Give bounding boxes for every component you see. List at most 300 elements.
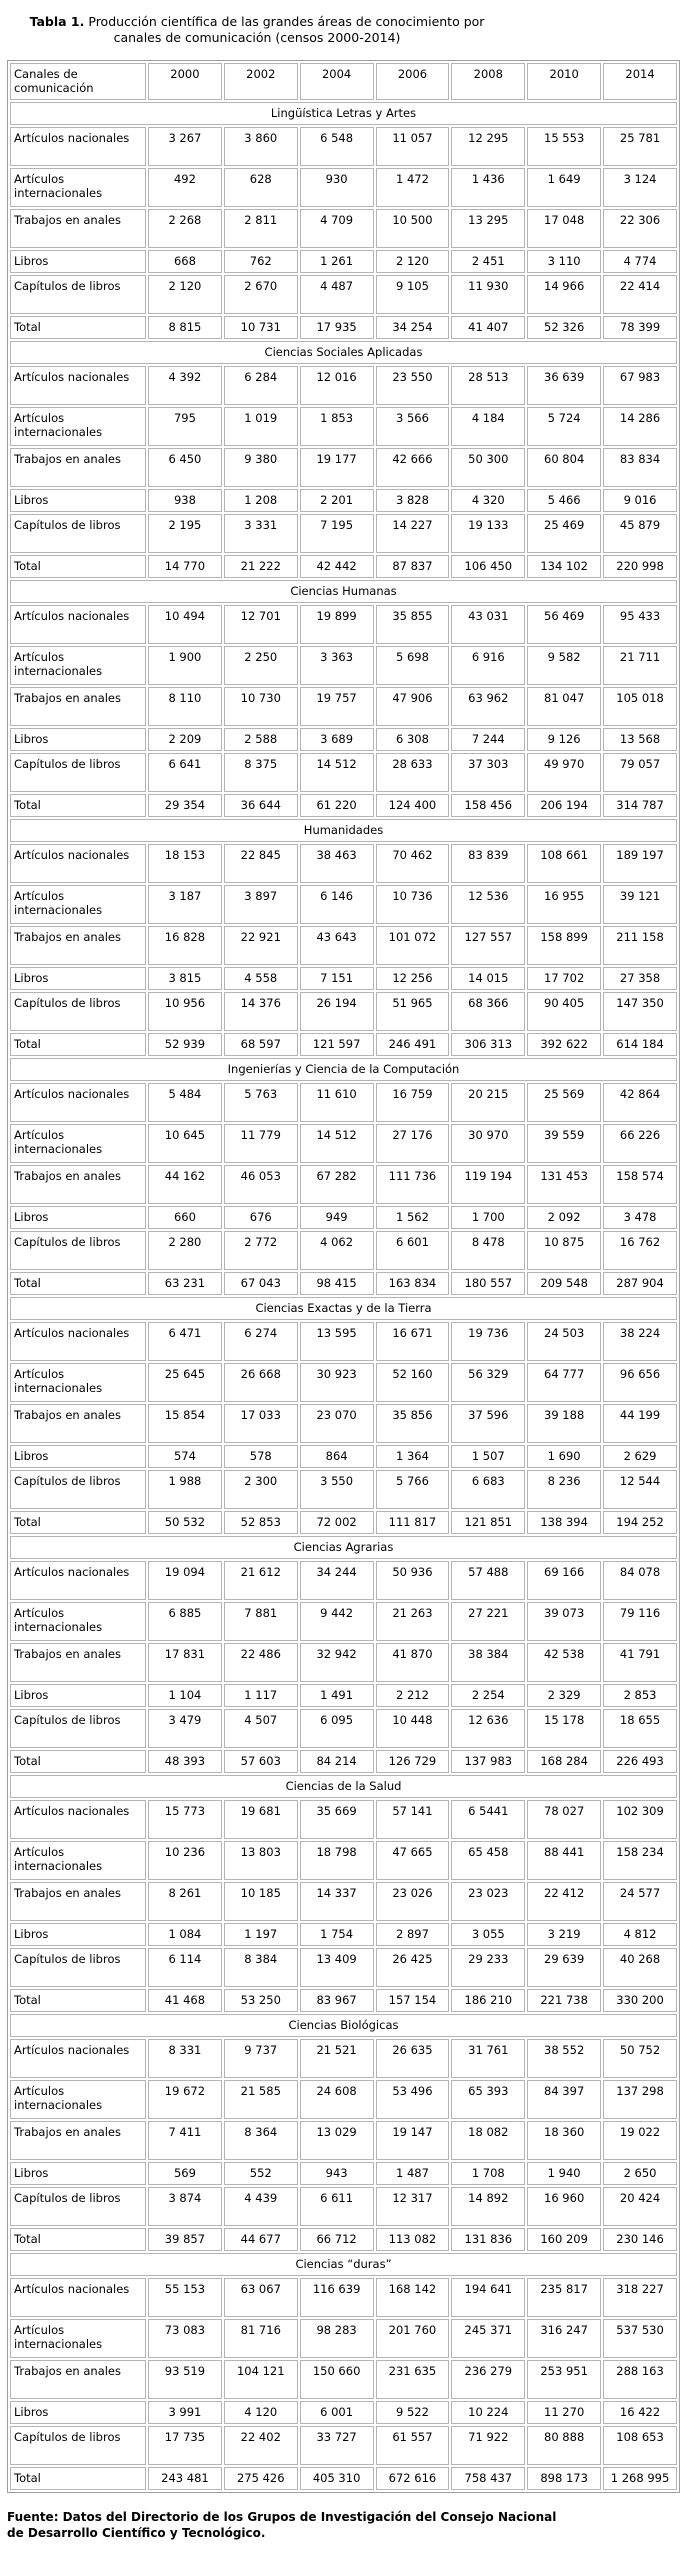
row-label-cell: Total [10, 316, 146, 339]
value-cell: 14 512 [300, 1124, 374, 1163]
value-cell: 14 227 [376, 514, 450, 553]
value-cell: 65 458 [451, 1841, 525, 1880]
value-cell: 1 364 [376, 1445, 450, 1468]
value-cell: 10 236 [148, 1841, 222, 1880]
value-cell: 15 553 [527, 127, 601, 166]
value-cell: 2 250 [224, 646, 298, 685]
row-label-cell: Capítulos de libros [10, 1470, 146, 1509]
row-label-cell: Artículos internacionales [10, 885, 146, 924]
row-label-cell: Total [10, 1989, 146, 2012]
value-cell: 45 879 [603, 514, 677, 553]
table-row [10, 1033, 677, 1056]
section-header-row [10, 2014, 677, 2037]
table-row [10, 1882, 677, 1921]
row-label-cell: Trabajos en anales [10, 1882, 146, 1921]
header-row [10, 63, 677, 100]
value-cell: 318 227 [603, 2278, 677, 2317]
value-cell: 22 412 [527, 1882, 601, 1921]
value-cell: 39 073 [527, 1602, 601, 1641]
section-name: Ciencias Sociales Aplicadas [10, 341, 677, 364]
value-cell: 795 [148, 407, 222, 446]
value-cell: 2 209 [148, 728, 222, 751]
value-cell: 14 286 [603, 407, 677, 446]
value-cell: 137 983 [451, 1750, 525, 1773]
table-row [10, 275, 677, 314]
value-cell: 235 817 [527, 2278, 601, 2317]
value-cell: 70 462 [376, 844, 450, 883]
value-cell: 3 363 [300, 646, 374, 685]
table-row [10, 2278, 677, 2317]
value-cell: 43 031 [451, 605, 525, 644]
table-row [10, 316, 677, 339]
table-row [10, 1470, 677, 1509]
value-cell: 25 781 [603, 127, 677, 166]
table-row [10, 967, 677, 990]
value-cell: 138 394 [527, 1511, 601, 1534]
value-cell: 13 409 [300, 1948, 374, 1987]
value-cell: 14 770 [148, 555, 222, 578]
value-cell: 8 110 [148, 687, 222, 726]
value-cell: 1 708 [451, 2162, 525, 2185]
value-cell: 121 597 [300, 1033, 374, 1056]
value-cell: 3 860 [224, 127, 298, 166]
table-row [10, 753, 677, 792]
value-cell: 2 268 [148, 209, 222, 248]
header-cell-year: 2000 [148, 63, 222, 100]
table-row [10, 407, 677, 446]
value-cell: 30 923 [300, 1363, 374, 1402]
value-cell: 124 400 [376, 794, 450, 817]
value-cell: 4 487 [300, 275, 374, 314]
value-cell: 5 724 [527, 407, 601, 446]
value-cell: 660 [148, 1206, 222, 1229]
value-cell: 160 209 [527, 2228, 601, 2251]
value-cell: 14 376 [224, 992, 298, 1031]
value-cell: 158 234 [603, 1841, 677, 1880]
value-cell: 253 951 [527, 2360, 601, 2399]
value-cell: 938 [148, 489, 222, 512]
value-cell: 72 002 [300, 1511, 374, 1534]
table-row [10, 2121, 677, 2160]
value-cell: 56 469 [527, 605, 601, 644]
value-cell: 22 306 [603, 209, 677, 248]
value-cell: 4 558 [224, 967, 298, 990]
value-cell: 4 709 [300, 209, 374, 248]
row-label-cell: Capítulos de libros [10, 753, 146, 792]
value-cell: 10 730 [224, 687, 298, 726]
table-row [10, 2467, 677, 2490]
value-cell: 34 244 [300, 1561, 374, 1600]
value-cell: 47 665 [376, 1841, 450, 1880]
value-cell: 5 766 [376, 1470, 450, 1509]
row-label-cell: Total [10, 1272, 146, 1295]
value-cell: 5 466 [527, 489, 601, 512]
value-cell: 21 585 [224, 2080, 298, 2119]
row-label-cell: Trabajos en anales [10, 687, 146, 726]
table-row [10, 728, 677, 751]
value-cell: 9 016 [603, 489, 677, 512]
value-cell: 206 194 [527, 794, 601, 817]
section-header-row [10, 1775, 677, 1798]
value-cell: 15 854 [148, 1404, 222, 1443]
value-cell: 672 616 [376, 2467, 450, 2490]
value-cell: 168 284 [527, 1750, 601, 1773]
value-cell: 19 022 [603, 2121, 677, 2160]
value-cell: 16 955 [527, 885, 601, 924]
row-label-cell: Artículos internacionales [10, 1363, 146, 1402]
value-cell: 78 027 [527, 1800, 601, 1839]
value-cell: 4 812 [603, 1923, 677, 1946]
value-cell: 9 582 [527, 646, 601, 685]
value-cell: 20 215 [451, 1083, 525, 1122]
value-cell: 17 831 [148, 1643, 222, 1682]
value-cell: 2 853 [603, 1684, 677, 1707]
value-cell: 7 411 [148, 2121, 222, 2160]
value-cell: 6 885 [148, 1602, 222, 1641]
value-cell: 18 655 [603, 1709, 677, 1748]
value-cell: 36 639 [527, 366, 601, 405]
header-cell-year: 2004 [300, 63, 374, 100]
row-label-cell: Trabajos en anales [10, 926, 146, 965]
row-label-cell: Capítulos de libros [10, 1948, 146, 1987]
table-row [10, 2080, 677, 2119]
value-cell: 81 047 [527, 687, 601, 726]
row-label-cell: Artículos nacionales [10, 127, 146, 166]
value-cell: 574 [148, 1445, 222, 1468]
value-cell: 8 364 [224, 2121, 298, 2160]
value-cell: 158 456 [451, 794, 525, 817]
value-cell: 16 960 [527, 2187, 601, 2226]
row-label-cell: Libros [10, 1206, 146, 1229]
value-cell: 306 313 [451, 1033, 525, 1056]
value-cell: 52 326 [527, 316, 601, 339]
table-row [10, 1643, 677, 1682]
value-cell: 12 636 [451, 1709, 525, 1748]
value-cell: 40 268 [603, 1948, 677, 1987]
header-cell-year: 2010 [527, 63, 601, 100]
row-label-cell: Artículos nacionales [10, 2278, 146, 2317]
value-cell: 32 942 [300, 1643, 374, 1682]
section-name: Ciencias de la Salud [10, 1775, 677, 1798]
value-cell: 2 670 [224, 275, 298, 314]
row-label-cell: Libros [10, 1923, 146, 1946]
value-cell: 21 263 [376, 1602, 450, 1641]
section-header-row [10, 580, 677, 603]
value-cell: 53 250 [224, 1989, 298, 2012]
row-label-cell: Total [10, 1033, 146, 1056]
value-cell: 3 874 [148, 2187, 222, 2226]
value-cell: 2 195 [148, 514, 222, 553]
value-cell: 19 133 [451, 514, 525, 553]
value-cell: 6 095 [300, 1709, 374, 1748]
value-cell: 2 280 [148, 1231, 222, 1270]
value-cell: 101 072 [376, 926, 450, 965]
value-cell: 26 425 [376, 1948, 450, 1987]
section-header-row [10, 1297, 677, 1320]
value-cell: 111 817 [376, 1511, 450, 1534]
value-cell: 131 836 [451, 2228, 525, 2251]
value-cell: 1 940 [527, 2162, 601, 2185]
value-cell: 1 900 [148, 646, 222, 685]
value-cell: 108 661 [527, 844, 601, 883]
value-cell: 46 053 [224, 1165, 298, 1204]
section-name: Ciencias Agrarias [10, 1536, 677, 1559]
row-label-cell: Artículos internacionales [10, 1602, 146, 1641]
table-row [10, 1231, 677, 1270]
value-cell: 64 777 [527, 1363, 601, 1402]
value-cell: 78 399 [603, 316, 677, 339]
value-cell: 83 839 [451, 844, 525, 883]
value-cell: 4 062 [300, 1231, 374, 1270]
table-row [10, 489, 677, 512]
value-cell: 16 422 [603, 2401, 677, 2424]
value-cell: 96 656 [603, 1363, 677, 1402]
value-cell: 628 [224, 168, 298, 207]
value-cell: 50 936 [376, 1561, 450, 1600]
value-cell: 1 472 [376, 168, 450, 207]
value-cell: 10 494 [148, 605, 222, 644]
value-cell: 12 701 [224, 605, 298, 644]
value-cell: 9 126 [527, 728, 601, 751]
value-cell: 13 029 [300, 2121, 374, 2160]
value-cell: 26 635 [376, 2039, 450, 2078]
value-cell: 6 114 [148, 1948, 222, 1987]
value-cell: 231 635 [376, 2360, 450, 2399]
value-cell: 17 702 [527, 967, 601, 990]
value-cell: 4 439 [224, 2187, 298, 2226]
value-cell: 3 550 [300, 1470, 374, 1509]
value-cell: 6 548 [300, 127, 374, 166]
value-cell: 38 463 [300, 844, 374, 883]
value-cell: 10 645 [148, 1124, 222, 1163]
value-cell: 39 121 [603, 885, 677, 924]
value-cell: 63 067 [224, 2278, 298, 2317]
value-cell: 10 875 [527, 1231, 601, 1270]
value-cell: 15 773 [148, 1800, 222, 1839]
row-label-cell: Libros [10, 489, 146, 512]
section-header-row [10, 102, 677, 125]
section-name: Humanidades [10, 819, 677, 842]
value-cell: 71 922 [451, 2426, 525, 2465]
row-label-cell: Libros [10, 2401, 146, 2424]
value-cell: 16 828 [148, 926, 222, 965]
table-row [10, 1709, 677, 1748]
row-label-cell: Trabajos en anales [10, 1404, 146, 1443]
table-row [10, 1404, 677, 1443]
row-label-cell: Artículos internacionales [10, 1841, 146, 1880]
value-cell: 6 146 [300, 885, 374, 924]
value-cell: 27 221 [451, 1602, 525, 1641]
value-cell: 3 897 [224, 885, 298, 924]
table-row [10, 168, 677, 207]
value-cell: 83 834 [603, 448, 677, 487]
value-cell: 2 588 [224, 728, 298, 751]
row-label-cell: Artículos nacionales [10, 1561, 146, 1600]
section-header-row [10, 819, 677, 842]
row-label-cell: Total [10, 2228, 146, 2251]
value-cell: 3 219 [527, 1923, 601, 1946]
value-cell: 12 016 [300, 366, 374, 405]
value-cell: 42 538 [527, 1643, 601, 1682]
value-cell: 11 930 [451, 275, 525, 314]
section-name: Ciencias Biológicas [10, 2014, 677, 2037]
value-cell: 126 729 [376, 1750, 450, 1773]
row-label-cell: Trabajos en anales [10, 448, 146, 487]
section-header-row [10, 1058, 677, 1081]
value-cell: 2 120 [376, 250, 450, 273]
value-cell: 6 916 [451, 646, 525, 685]
table-row [10, 794, 677, 817]
table-head [10, 63, 677, 100]
value-cell: 1 853 [300, 407, 374, 446]
header-cell-year: 2008 [451, 63, 525, 100]
row-label-cell: Capítulos de libros [10, 514, 146, 553]
value-cell: 28 513 [451, 366, 525, 405]
value-cell: 392 622 [527, 1033, 601, 1056]
value-cell: 50 300 [451, 448, 525, 487]
value-cell: 2 772 [224, 1231, 298, 1270]
value-cell: 1 117 [224, 1684, 298, 1707]
value-cell: 1 690 [527, 1445, 601, 1468]
section-name: Ciencias Exactas y de la Tierra [10, 1297, 677, 1320]
value-cell: 52 939 [148, 1033, 222, 1056]
value-cell: 10 500 [376, 209, 450, 248]
header-cell-year: 2014 [603, 63, 677, 100]
value-cell: 8 236 [527, 1470, 601, 1509]
table-row [10, 209, 677, 248]
table-row [10, 1841, 677, 1880]
table-row [10, 1124, 677, 1163]
value-cell: 87 837 [376, 555, 450, 578]
value-cell: 1 268 995 [603, 2467, 677, 2490]
value-cell: 3 815 [148, 967, 222, 990]
value-cell: 211 158 [603, 926, 677, 965]
value-cell: 42 666 [376, 448, 450, 487]
value-cell: 7 195 [300, 514, 374, 553]
value-cell: 69 166 [527, 1561, 601, 1600]
row-label-cell: Artículos nacionales [10, 605, 146, 644]
table-row [10, 2162, 677, 2185]
table-row [10, 2319, 677, 2358]
table-row [10, 2187, 677, 2226]
value-cell: 19 681 [224, 1800, 298, 1839]
table-row [10, 1083, 677, 1122]
value-cell: 68 366 [451, 992, 525, 1031]
value-cell: 55 153 [148, 2278, 222, 2317]
row-label-cell: Artículos internacionales [10, 2319, 146, 2358]
section-header-row [10, 1536, 677, 1559]
table-row [10, 646, 677, 685]
value-cell: 245 371 [451, 2319, 525, 2358]
row-label-cell: Artículos internacionales [10, 2080, 146, 2119]
value-cell: 47 906 [376, 687, 450, 726]
table-row [10, 555, 677, 578]
value-cell: 25 569 [527, 1083, 601, 1122]
value-cell: 66 226 [603, 1124, 677, 1163]
value-cell: 57 141 [376, 1800, 450, 1839]
value-cell: 27 176 [376, 1124, 450, 1163]
value-cell: 22 921 [224, 926, 298, 965]
value-cell: 44 677 [224, 2228, 298, 2251]
value-cell: 111 736 [376, 1165, 450, 1204]
table-row [10, 1602, 677, 1641]
value-cell: 6 308 [376, 728, 450, 751]
table-row [10, 1272, 677, 1295]
value-cell: 6 471 [148, 1322, 222, 1361]
value-cell: 2 451 [451, 250, 525, 273]
row-label-cell: Artículos nacionales [10, 1322, 146, 1361]
row-label-cell: Total [10, 1750, 146, 1773]
value-cell: 79 057 [603, 753, 677, 792]
value-cell: 22 414 [603, 275, 677, 314]
table-row [10, 1206, 677, 1229]
row-label-cell: Trabajos en anales [10, 1165, 146, 1204]
row-label-cell: Libros [10, 728, 146, 751]
table-caption [26, 14, 488, 46]
value-cell: 168 142 [376, 2278, 450, 2317]
value-cell: 104 121 [224, 2360, 298, 2399]
row-label-cell: Trabajos en anales [10, 2121, 146, 2160]
section-header-row [10, 2253, 677, 2276]
value-cell: 134 102 [527, 555, 601, 578]
table-row [10, 250, 677, 273]
value-cell: 6 450 [148, 448, 222, 487]
value-cell: 157 154 [376, 1989, 450, 2012]
table-row [10, 2401, 677, 2424]
value-cell: 3 267 [148, 127, 222, 166]
value-cell: 14 337 [300, 1882, 374, 1921]
value-cell: 95 433 [603, 605, 677, 644]
value-cell: 537 530 [603, 2319, 677, 2358]
section-name: Lingüística Letras y Artes [10, 102, 677, 125]
value-cell: 9 380 [224, 448, 298, 487]
value-cell: 19 757 [300, 687, 374, 726]
value-cell: 8 261 [148, 1882, 222, 1921]
value-cell: 158 574 [603, 1165, 677, 1204]
value-cell: 18 798 [300, 1841, 374, 1880]
value-cell: 98 283 [300, 2319, 374, 2358]
value-cell: 186 210 [451, 1989, 525, 2012]
source-note: Fuente: Datos del Directorio de los Grupos de Investigación del Consejo Nacional de Desarrollo Científico y Tecnológico. [7, 2510, 557, 2540]
value-cell: 30 970 [451, 1124, 525, 1163]
value-cell: 44 199 [603, 1404, 677, 1443]
value-cell: 6 284 [224, 366, 298, 405]
value-cell: 14 966 [527, 275, 601, 314]
value-cell: 20 424 [603, 2187, 677, 2226]
value-cell: 2 300 [224, 1470, 298, 1509]
value-cell: 12 295 [451, 127, 525, 166]
value-cell: 16 759 [376, 1083, 450, 1122]
value-cell: 84 214 [300, 1750, 374, 1773]
value-cell: 18 082 [451, 2121, 525, 2160]
table-row [10, 926, 677, 965]
value-cell: 106 450 [451, 555, 525, 578]
row-label-cell: Libros [10, 967, 146, 990]
row-label-cell: Artículos nacionales [10, 844, 146, 883]
value-cell: 18 153 [148, 844, 222, 883]
value-cell: 19 899 [300, 605, 374, 644]
header-cell-year: 2002 [224, 63, 298, 100]
value-cell: 243 481 [148, 2467, 222, 2490]
value-cell: 6 611 [300, 2187, 374, 2226]
production-table [7, 60, 680, 2493]
row-label-cell: Libros [10, 1445, 146, 1468]
section-name: Ciencias Humanas [10, 580, 677, 603]
value-cell: 21 521 [300, 2039, 374, 2078]
table-caption-label: Tabla 1. [29, 14, 85, 29]
value-cell: 6 001 [300, 2401, 374, 2424]
value-cell: 84 397 [527, 2080, 601, 2119]
